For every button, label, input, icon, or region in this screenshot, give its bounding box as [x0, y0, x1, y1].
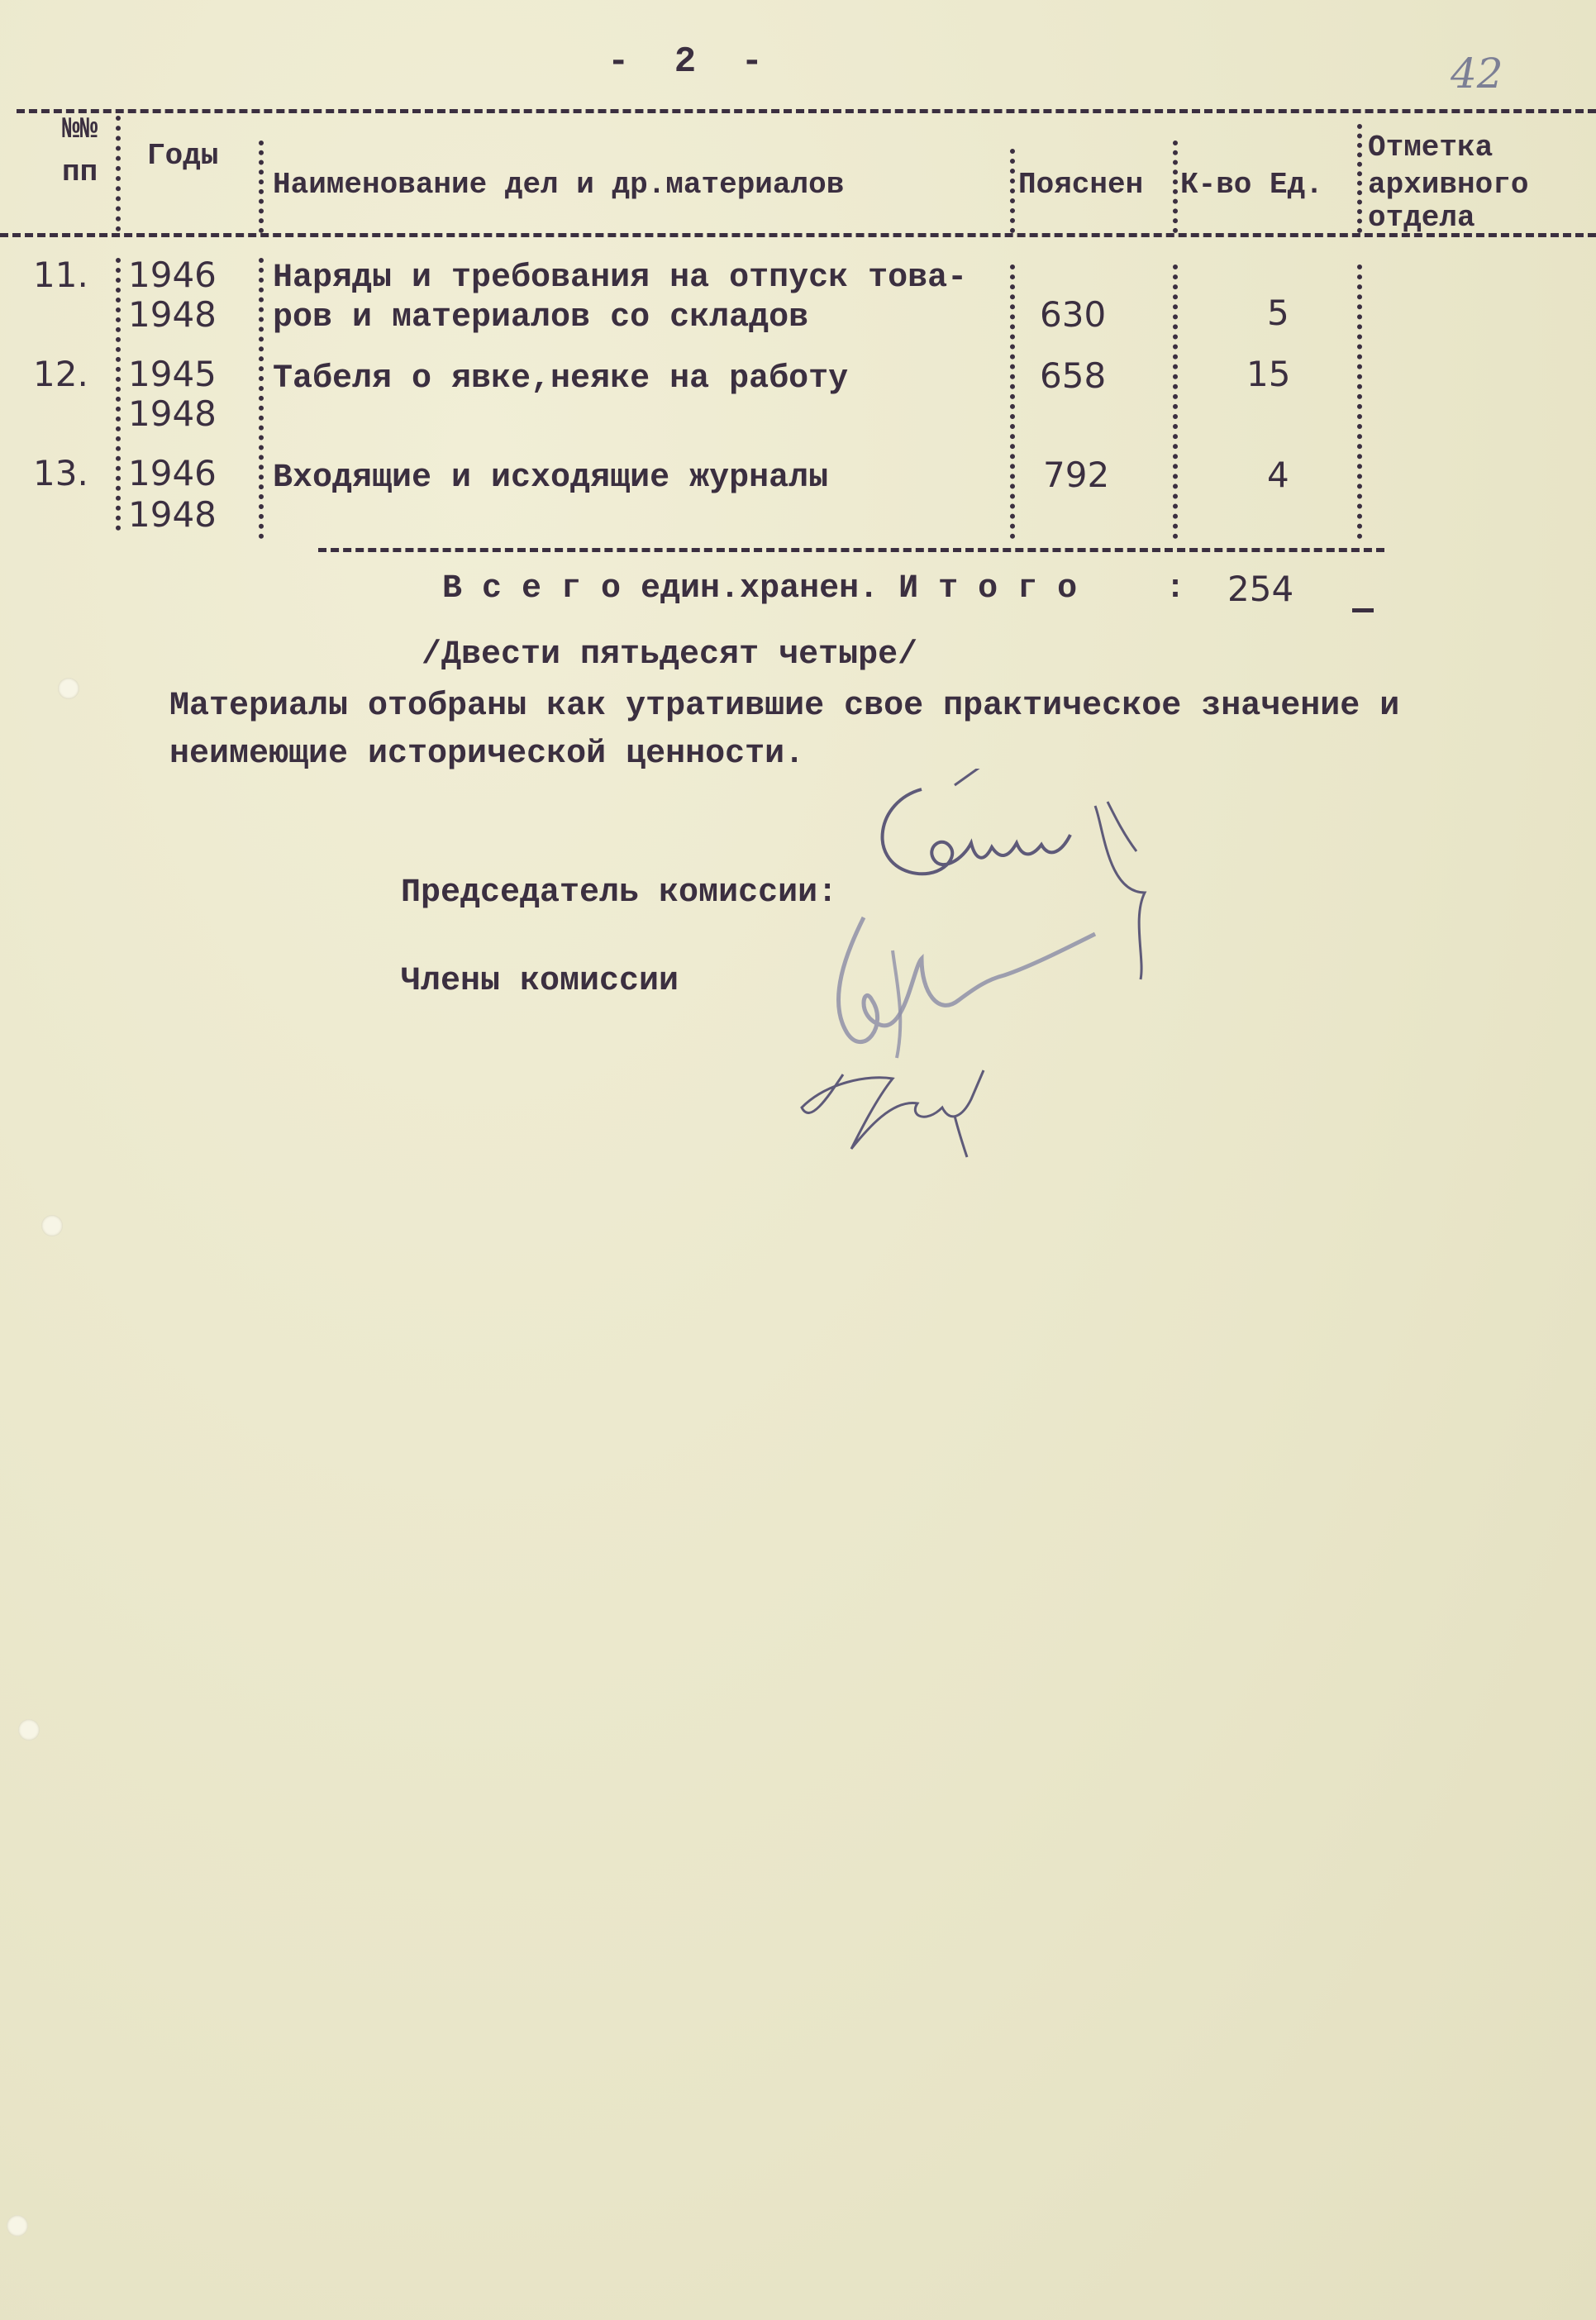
row-3-explain: 792: [1043, 455, 1110, 495]
header-explain: Пояснен: [1018, 168, 1144, 202]
row-3-year-from: 1946: [128, 453, 217, 493]
header-years: Годы: [147, 139, 219, 173]
punch-hole: [7, 2215, 28, 2237]
row-3-count: 4: [1267, 455, 1289, 495]
table-top-rule: [17, 109, 1596, 113]
row-dots-count: [1173, 264, 1178, 539]
punch-hole: [18, 1719, 40, 1741]
header-num-line1: №№: [62, 112, 98, 146]
page-number: - 2 -: [607, 41, 775, 83]
row-1-name-line1: Наряды и требования на отпуск това-: [273, 260, 968, 297]
column-separator: [1357, 124, 1362, 233]
table-header-rule: [0, 233, 1596, 237]
punch-hole: [41, 1215, 63, 1236]
header-mark-line2: архивного: [1368, 168, 1529, 202]
header-mark-line1: Отметка: [1368, 131, 1494, 164]
row-dots-num: [116, 258, 121, 531]
row-1-year-from: 1946: [128, 255, 217, 295]
member-signature-2: [793, 1050, 1041, 1165]
row-3-name-line1: Входящие и исходящие журналы: [273, 460, 829, 497]
row-3-num: 13.: [33, 453, 88, 493]
header-num-line2: пп: [62, 155, 98, 189]
column-separator: [259, 141, 264, 233]
row-2-year-to: 1948: [128, 393, 217, 434]
table-bottom-rule: [318, 548, 1384, 552]
row-dots-name: [259, 258, 264, 539]
row-1-explain: 630: [1040, 294, 1107, 335]
column-separator: [1010, 149, 1015, 233]
column-separator: [116, 116, 121, 231]
total-label: В с е г о един.хранен. И т о г о: [442, 570, 1078, 607]
header-name: Наименование дел и др.материалов: [273, 168, 845, 202]
row-2-explain: 658: [1040, 355, 1107, 396]
mark-dash: [1352, 608, 1374, 612]
statement-line2: неимеющие исторической ценности.: [169, 736, 805, 773]
row-2-name-line1: Табеля о явке,неяке на работу: [273, 360, 849, 398]
total-colon: :: [1165, 570, 1186, 607]
member-signature-1: [814, 901, 1128, 1066]
row-1-count: 5: [1267, 293, 1289, 333]
row-1-year-to: 1948: [128, 294, 217, 335]
archive-folio-number: 42: [1451, 50, 1503, 98]
row-1-name-line2: ров и материалов со складов: [273, 299, 809, 336]
row-2-year-from: 1945: [128, 354, 217, 394]
total-value: 254: [1227, 569, 1294, 609]
chairman-label: Председатель комиссии:: [401, 874, 838, 912]
total-words: /Двести пятьдесят четыре/: [422, 636, 918, 674]
members-label: Члены комиссии: [401, 963, 679, 1000]
header-count: К-во Ед.: [1180, 168, 1323, 202]
row-2-count: 15: [1246, 354, 1291, 394]
row-3-year-to: 1948: [128, 494, 217, 535]
header-mark-line3: отдела: [1368, 201, 1475, 235]
column-separator: [1173, 141, 1178, 233]
row-dots-explain: [1010, 264, 1015, 539]
punch-hole: [58, 678, 79, 699]
row-dots-mark: [1357, 264, 1362, 539]
row-2-num: 12.: [33, 354, 88, 394]
statement-line1: Материалы отобраны как утратившие свое практическое значение и: [169, 688, 1400, 725]
row-1-num: 11.: [33, 255, 88, 295]
